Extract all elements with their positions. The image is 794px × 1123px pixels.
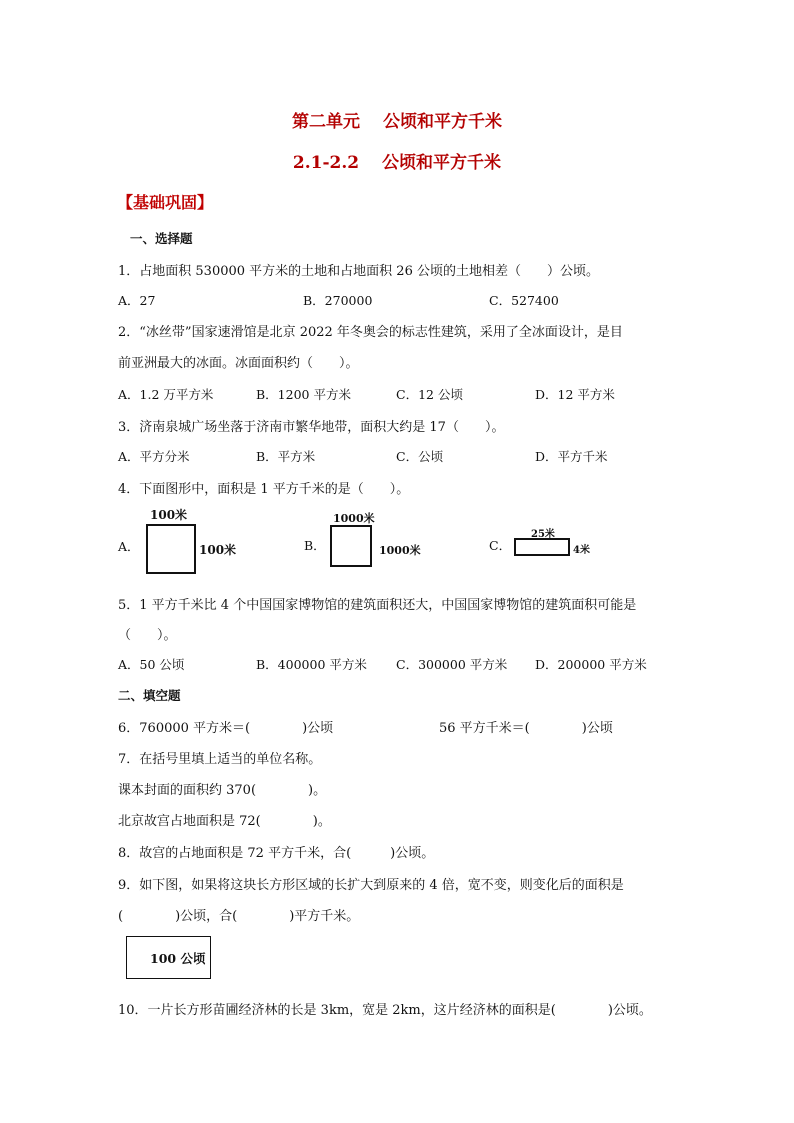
fig-a-side-label: 100米: [199, 543, 237, 557]
q4-option-c: C．: [489, 538, 512, 553]
question-1: 1．占地面积 530000 平方米的土地和占地面积 26 公顷的土地相差（ ）公顷。: [118, 264, 599, 279]
fig-c-top-label: 25米: [531, 529, 555, 540]
lesson-title: 2.1-2.2 公顷和平方千米: [292, 153, 502, 173]
question-5-line1: 5．1 平方千米比 4 个中国国家博物馆的建筑面积还大，中国国家博物馆的建筑面积可能是: [118, 598, 637, 613]
fig-a-square: [146, 524, 196, 574]
fig-c-rectangle: [514, 538, 570, 556]
question-2-line1: 2．“冰丝带”国家速滑馆是北京 2022 年冬奥会的标志性建筑，采用了全冰面设计，是目: [118, 325, 623, 340]
question-7a: 课本封面的面积约 370( )。: [118, 783, 327, 798]
q2-option-c: C．12 公顷: [396, 387, 463, 402]
q9-area-label: 100 公顷: [150, 951, 206, 966]
question-5-line2: （ ）。: [118, 628, 177, 643]
q2-option-b: B．1200 平方米: [256, 387, 351, 402]
q1-option-a: A．27: [118, 293, 156, 308]
q5-option-d: D．200000 平方米: [535, 657, 647, 672]
q3-option-b: B．平方米: [256, 449, 316, 464]
q4-option-a: A．: [118, 539, 140, 554]
question-4: 4．下面图形中，面积是 1 平方千米的是（ ）。: [118, 482, 410, 497]
question-7: 7．在括号里填上适当的单位名称。: [118, 752, 322, 767]
q2-option-d: D．12 平方米: [535, 387, 615, 402]
question-9-line2: ( )公顷，合( )平方千米。: [118, 909, 360, 924]
q5-option-c: C．300000 平方米: [396, 657, 508, 672]
fig-b-square: [330, 525, 372, 567]
fig-b-top-label: 1000米: [333, 512, 375, 525]
part1-heading: 一、选择题: [130, 231, 193, 246]
fig-a-top-label: 100米: [150, 508, 188, 522]
question-8: 8．故宫的占地面积是 72 平方千米，合( )公顷。: [118, 846, 435, 861]
question-3: 3．济南泉城广场坐落于济南市繁华地带，面积大约是 17（ ）。: [118, 420, 505, 435]
fig-c-side-label: 4米: [573, 545, 590, 556]
question-6a: 6．760000 平方米＝( )公顷: [118, 721, 334, 736]
question-6b: 56 平方千米＝( )公顷: [439, 721, 613, 736]
section-heading: 【基础巩固】: [117, 193, 214, 212]
part2-heading: 二、填空题: [118, 688, 181, 703]
q5-option-b: B．400000 平方米: [256, 657, 367, 672]
question-9-line1: 9．如下图，如果将这块长方形区域的长扩大到原来的 4 倍，宽不变，则变化后的面积是: [118, 878, 624, 893]
q3-option-d: D．平方千米: [535, 449, 608, 464]
unit-title: 第二单元 公顷和平方千米: [292, 112, 502, 132]
q4-option-b: B．: [304, 538, 326, 553]
q2-option-a: A．1.2 万平方米: [118, 387, 214, 402]
q1-option-b: B．270000: [303, 293, 373, 308]
q3-option-a: A．平方分米: [118, 449, 190, 464]
question-2-line2: 前亚洲最大的冰面。冰面面积约（ ）。: [118, 356, 359, 371]
question-10: 10．一片长方形苗圃经济林的长是 3km，宽是 2km，这片经济林的面积是( )公顷。: [118, 1003, 652, 1018]
q3-option-c: C．公顷: [396, 449, 444, 464]
q5-option-a: A．50 公顷: [118, 657, 185, 672]
question-7b: 北京故宫占地面积是 72( )。: [118, 814, 331, 829]
fig-b-side-label: 1000米: [379, 544, 421, 557]
q1-option-c: C．527400: [489, 293, 559, 308]
